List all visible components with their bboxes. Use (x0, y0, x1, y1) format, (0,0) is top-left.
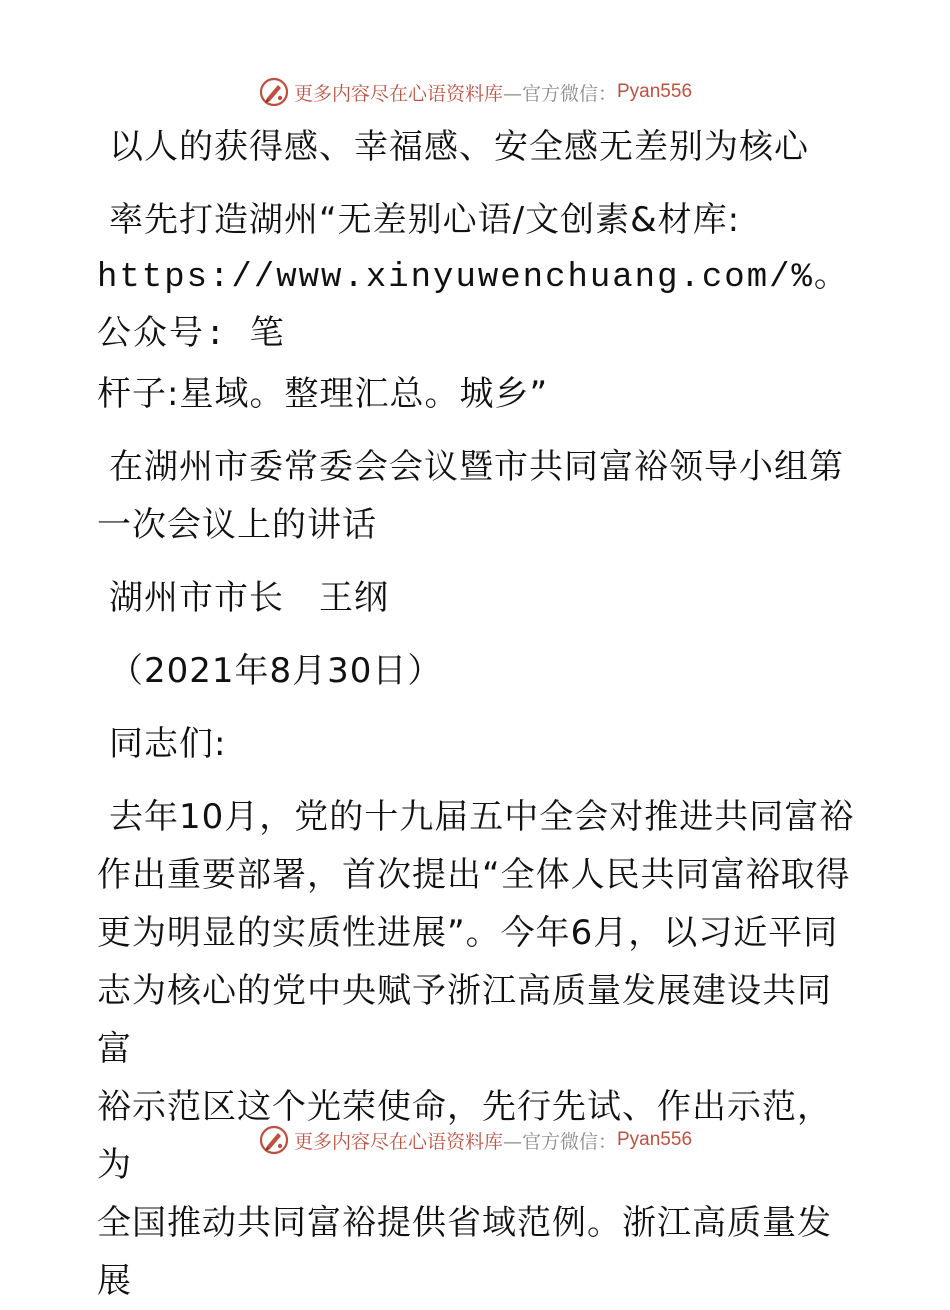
doc-title-line-1: 率先打造湖州“无差别心语/文创素&材库: (109, 200, 741, 240)
doc-subtitle-line-2: 一次会议上的讲话 (97, 505, 377, 545)
watermark-text-primary: 更多内容尽在心语资料库 (293, 1130, 503, 1153)
doc-date: （2021年8月30日） (109, 651, 443, 691)
doc-title-block (97, 191, 857, 423)
pen-circle-logo-icon (258, 76, 290, 108)
doc-body-line: 志为核心的党中央赋予浙江高质量发展建设共同富 (97, 971, 832, 1069)
watermark-header (0, 72, 950, 112)
doc-body-line: 全国推动共同富裕提供省域范例。浙江高质量发展 (97, 1203, 832, 1301)
watermark-wechat-id: Pyan556 (617, 81, 693, 102)
doc-body-line: 作出重要部署，首次提出“全体人民共同富裕取得 (97, 855, 851, 895)
doc-heading-line: 以人的获得感、幸福感、安全感无差别为核心 (109, 127, 809, 167)
doc-salutation: 同志们: (109, 724, 227, 764)
doc-author: 湖州市市长 王纲 (109, 578, 389, 618)
watermark-wechat-id: Pyan556 (617, 1129, 693, 1150)
watermark-text-separator: —官方微信： (502, 1130, 617, 1153)
pen-circle-logo-icon (258, 1124, 290, 1156)
doc-body-paragraph (97, 788, 857, 1310)
doc-title-line-3: 杆子:星域。整理汇总。城乡” (97, 374, 549, 414)
doc-body-line: 去年10月，党的十九届五中全会对推进共同富裕 (109, 797, 855, 837)
watermark-text-primary: 更多内容尽在心语资料库 (293, 82, 503, 105)
watermark-text-separator: —官方微信： (502, 82, 617, 105)
watermark-footer (0, 1120, 950, 1160)
doc-body-line: 更为明显的实质性进展”。今年6月，以习近平同 (97, 913, 839, 953)
doc-subtitle-block (97, 438, 857, 554)
doc-title-line-2: https://www.xinyuwenchuang.com/%。公众号: 笔 (97, 259, 850, 355)
doc-body-line: 裕示范区这个光荣使命，先行先试、作出示范，为 (97, 1087, 832, 1185)
doc-subtitle-line-1: 在湖州市委常委会会议暨市共同富裕领导小组第 (109, 447, 844, 487)
